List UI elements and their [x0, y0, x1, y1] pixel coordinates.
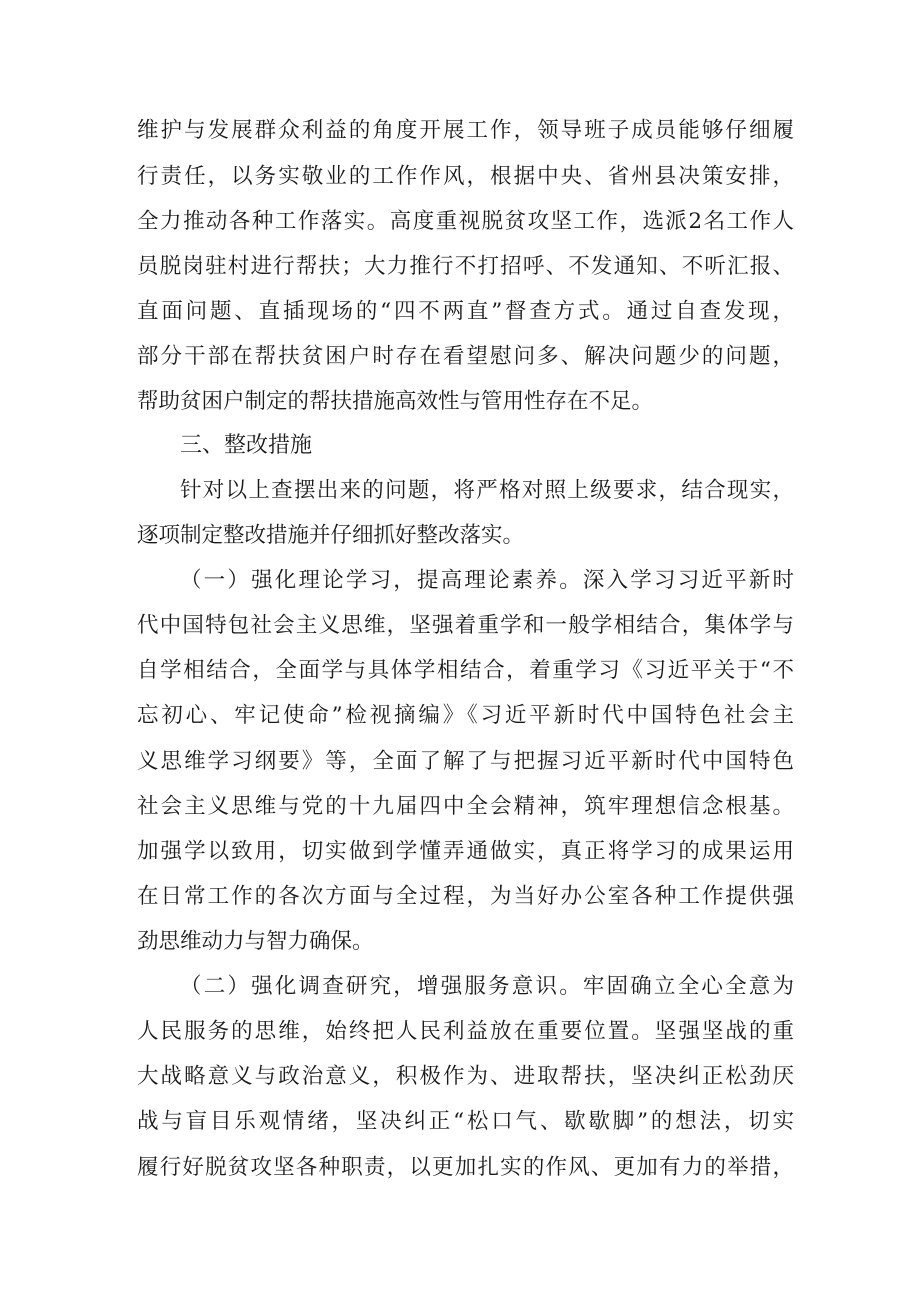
paragraph-line: 人民服务的思维，始终把人民利益放在重要位置。坚强坚战的重 — [137, 1019, 794, 1044]
paragraph-line: 代中国特包社会主义思维，坚强着重学和一般学相结合，集体学与 — [137, 613, 794, 638]
paragraph-line: （一）强化理论学习，提高理论素养。深入学习习近平新时 — [180, 568, 794, 593]
paragraph-line: 义思维学习纲要》等，全面了解了与把握习近平新时代中国特色 — [137, 749, 794, 774]
paragraph-line: 帮助贫困户制定的帮扶措施高效性与管用性存在不足。 — [137, 389, 654, 414]
paragraph-line: （二）强化调查研究，增强服务意识。牢固确立全心全意为 — [180, 974, 794, 999]
paragraph-line: 战与盲目乐观情绪，坚决纠正“松口气、歇歇脚”的想法，切实 — [137, 1109, 794, 1134]
paragraph-line: 加强学以致用，切实做到学懂弄通做实，真正将学习的成果运用 — [137, 839, 794, 864]
paragraph-line: 针对以上查摆出来的问题，将严格对照上级要求，结合现实， — [180, 478, 794, 503]
paragraph-line: 履行好脱贫攻坚各种职责，以更加扎实的作风、更加有力的举措， — [137, 1155, 794, 1180]
section-heading: 三、整改措施 — [180, 433, 313, 458]
paragraph-line: 社会主义思维与党的十九届四中全会精神，筑牢理想信念根基。 — [137, 794, 794, 819]
paragraph-line: 自学相结合，全面学与具体学相结合，着重学习《习近平关于“不 — [137, 658, 794, 683]
paragraph-line: 在日常工作的各次方面与全过程，为当好办公室各种工作提供强 — [137, 884, 794, 909]
paragraph-line: 劲思维动力与智力确保。 — [137, 929, 374, 954]
paragraph-line: 行责任，以务实敬业的工作作风，根据中央、省州县决策安排， — [137, 164, 794, 189]
paragraph-line: 员脱岗驻村进行帮扶；大力推行不打招呼、不发通知、不听汇报、 — [137, 254, 794, 279]
paragraph-line: 大战略意义与政治意义，积极作为、进取帮扶，坚决纠正松劲厌 — [137, 1064, 794, 1089]
paragraph-line: 逐项制定整改措施并仔细抓好整改落实。 — [137, 523, 525, 548]
paragraph-line: 部分干部在帮扶贫困户时存在看望慰问多、解决问题少的问题， — [137, 344, 794, 369]
paragraph-line: 维护与发展群众利益的角度开展工作，领导班子成员能够仔细履 — [137, 118, 794, 143]
paragraph-line: 直面问题、直插现场的“四不两直”督查方式。通过自查发现， — [137, 299, 794, 324]
paragraph-line: 全力推动各种工作落实。高度重视脱贫攻坚工作，选派2名工作人 — [137, 209, 794, 234]
paragraph-line: 忘初心、牢记使命”检视摘编》《习近平新时代中国特色社会主 — [137, 703, 794, 728]
